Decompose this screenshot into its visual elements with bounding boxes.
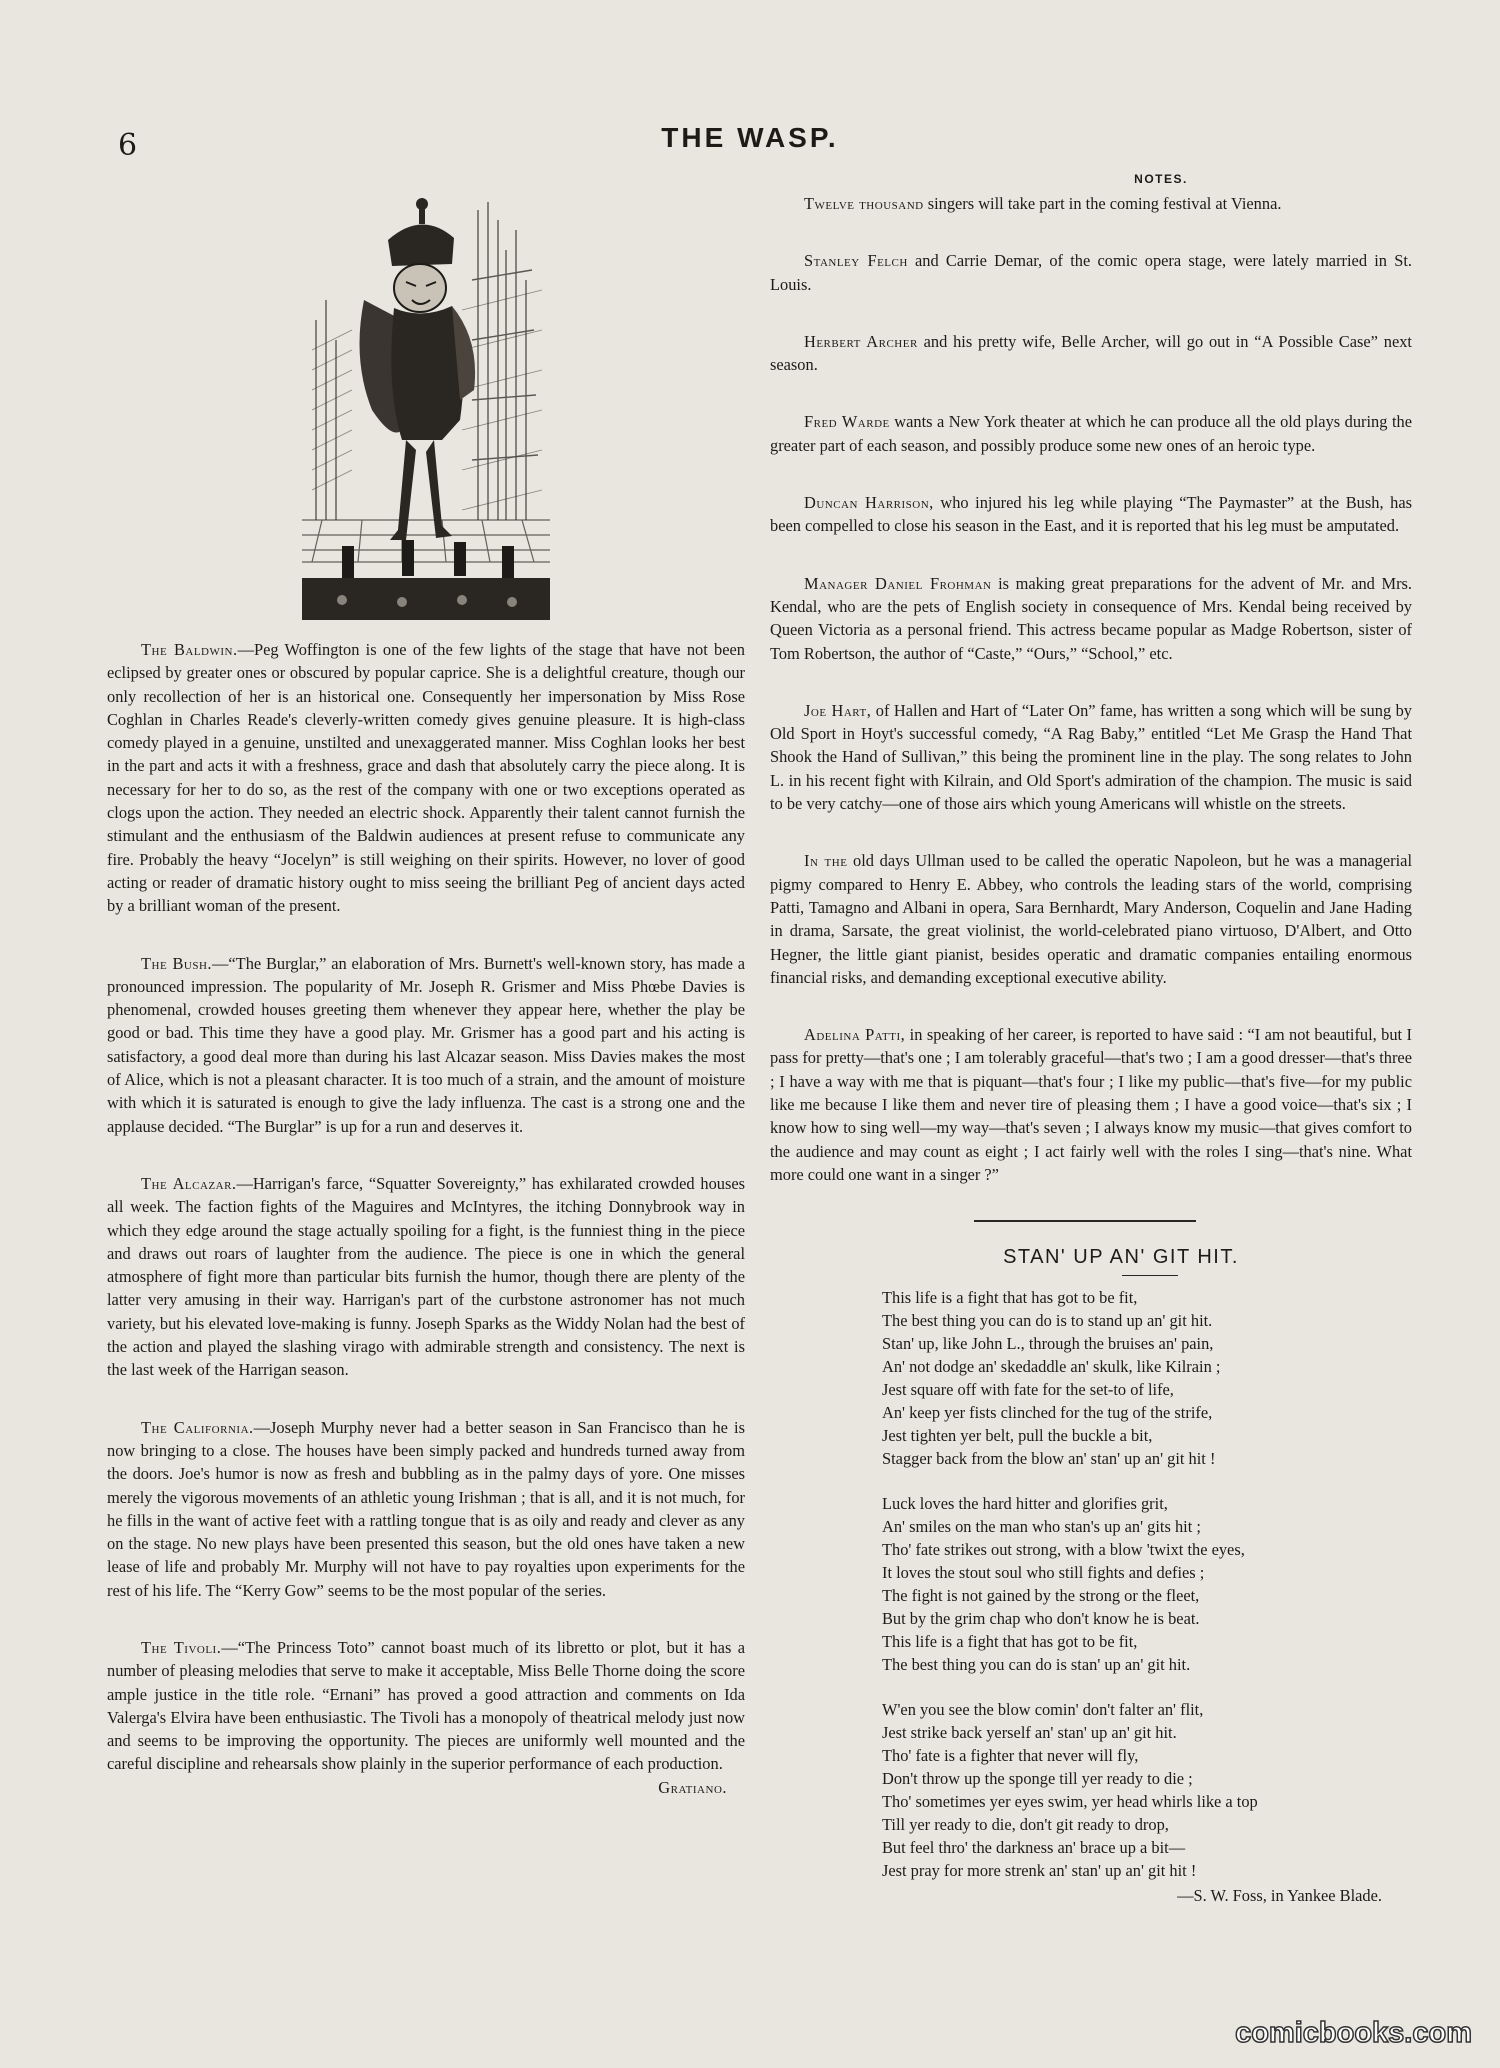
poem-line: Jest tighten yer belt, pull the buckle a bit,	[882, 1426, 1153, 1446]
poem-line: Stan' up, like John L., through the bruises an' pain,	[882, 1334, 1214, 1354]
poem-stanza	[882, 1698, 1412, 1882]
note-item	[770, 1023, 1412, 1186]
review-bush: The Bush.—“The Burglar,” an elaboration of Mrs. Burnett's well-known story, has made a pronounced impression. The popularity of Mr. Joseph R. Grismer and Miss Phœbe Davies is phenomenal, crowded houses greeting them whenever they appear here, whether the play be good or bad. This time they have a good play. Mr. Grismer has a good part and his acting is satisfactory, a good deal more than during his last Alcazar season. Miss Davies makes the most of Alice, which is not a pleasant character. It is too much of a strain, and the amount of moisture with which it is saturated is enough to give the lady influenza. The cast is a strong one and the applause decided. “The Burglar” is up for a run and deserves it.	[107, 953, 745, 1136]
poem-line: This life is a fight that has got to be fit,	[882, 1632, 1138, 1652]
poem-line: An' not dodge an' skedaddle an' skulk, like Kilrain ;	[882, 1357, 1221, 1377]
note-text: is making great preparations for the advent of Mr. and Mrs. Kendal, who are the pets of English society in consequence of Mrs. Kendal being received by Queen Victoria as a personal friend. This actress became popular as Madge Robertson, sister of Tom Robertson, the author of “Caste,” “Ours,” “School,” etc.	[770, 573, 1412, 663]
note-lead: Herbert Archer	[804, 331, 918, 351]
note-item	[770, 249, 1412, 296]
note-text: who injured his leg while playing “The Paymaster” at the Bush, has been compelled to close his season in the East, and it is reported that his leg must be amputated.	[770, 493, 1412, 536]
note-text: and Carrie Demar, of the comic opera stage, were lately married in St. Louis.	[770, 251, 1412, 294]
poem-stanza	[882, 1286, 1412, 1470]
note-text: wants a New York theater at which he can produce all the old plays during the greater part of each season, and possibly produce some new ones of an heroic type.	[770, 412, 1412, 455]
poem-line: Tho' fate is a fighter that never will fly,	[882, 1746, 1139, 1766]
poem-body	[882, 1286, 1412, 1882]
poem-line: Jest square off with fate for the set-to of life,	[882, 1380, 1174, 1400]
page-number: 6	[118, 128, 138, 163]
poem-line: But by the grim chap who don't know he is beat.	[882, 1609, 1200, 1629]
right-column	[770, 172, 1412, 1906]
poem-line: Don't throw up the sponge till yer ready to die ;	[882, 1769, 1193, 1789]
note-text: and his pretty wife, Belle Archer, will go out in “A Possible Case” next season.	[770, 331, 1412, 375]
note-text: singers will take part in the coming festival at Vienna.	[923, 194, 1282, 213]
poem-line: An' keep yer fists clinched for the tug of the strife,	[882, 1403, 1213, 1423]
note-item	[770, 572, 1412, 665]
review-baldwin: The Baldwin.—Peg Woffington is one of the few lights of the stage that have not been eclipsed by greater ones or obscured by popular caprice. She is a delightful creature, though our only recollection of her is an historical one. Consequently her impersonation by Miss Rose Coghlan in Charles Reade's cleverly-written comedy gives genuine pleasure. It is high-class comedy played in a genuine, unstilted and unexaggerated manner. Miss Coghlan looks her best in the part and acts it with a freshness, grace and dash that absolutely carry the piece along. It is necessary for her to do so, as the rest of the company with one or two exceptions operated as clogs upon the action. They needed an electric shock. Apparently their talent cannot furnish the stimulant and the enthusiasm of the Baldwin audiences at present refuse to communicate any fire. Probably the heavy “Jocelyn” is still weighing on their spirits. However, no lover of good acting or reader of dramatic history ought to miss seeing the brilliant Peg of ancient days acted by a brilliant woman of the present.	[107, 640, 745, 916]
poem-line: Jest strike back yerself an' stan' up an' git hit.	[882, 1723, 1177, 1743]
note-item	[770, 491, 1412, 538]
note-item	[770, 330, 1412, 377]
notes-heading: NOTES.	[1134, 172, 1188, 186]
note-lead: Duncan Harrison,	[804, 493, 934, 513]
poem-line: Tho' fate strikes out strong, with a blow 'twixt the eyes,	[882, 1540, 1245, 1560]
poem-line: Till yer ready to die, don't git ready to drop,	[882, 1815, 1169, 1835]
poem-line: Jest pray for more strenk an' stan' up an' git hit !	[882, 1861, 1197, 1881]
note-item	[770, 192, 1412, 215]
left-column	[107, 160, 745, 1810]
poem-line: The fight is not gained by the strong or the fleet,	[882, 1586, 1200, 1606]
note-item	[770, 699, 1412, 815]
title-underline	[1122, 1275, 1178, 1276]
masthead: THE WASP.	[661, 122, 839, 153]
poem-line: Luck loves the hard hitter and glorifies grit,	[882, 1494, 1168, 1514]
poem-stanza	[882, 1492, 1412, 1676]
poem-line: This life is a fight that has got to be fit,	[882, 1288, 1138, 1308]
review-alcazar: The Alcazar.—Harrigan's farce, “Squatter Sovereignty,” has exhilarated crowded houses all week. The faction fights of the Maguires and McIntyres, the itching Donnybrook way in which they edge around the stage actually spoiling for a fight, is the funniest thing in the piece and draws out roars of laughter from the audience. The piece is one in which the general atmosphere of fight more than particular bits furnish the humor, though there are plenty of the latter very amusing in their way. Harrigan's part of the curbstone astronomer has not much variety, but his elevated love-making is funny. Joseph Sparks as the Widdy Nolan had the best of the action and played the slashing virago with admirable strength and consistency. The next is the last week of the Harrigan season.	[107, 1173, 745, 1380]
note-text: of Hallen and Hart of “Later On” fame, has written a song which will be sung by Old Sport in Hoyt's successful comedy, “A Rag Baby,” entitled “Let Me Grasp the Hand That Shook the Hand of Sullivan,” this being the prominent line in the play. The song relates to John L. in his recent fight with Kilrain, and Old Sport's admiration of the champion. The music is said to be very catchy—one of those airs which young Americans will whistle on the streets.	[770, 700, 1412, 814]
note-lead: Joe Hart,	[804, 700, 872, 720]
note-lead: Stanley Felch	[804, 251, 908, 271]
note-text: in speaking of her career, is reported to have said : “I am not beautiful, but I pass for pretty—that's one ; I am tolerably graceful—that's two ; I am a good dresser—that's three ; I have a way with me that is piquant—that's four ; I like my public—that's five—for my public like me because I like them and never tire of pleasing them ; I have a good voice—that's six ; I know how to sing well—my way—that's seven ; I always know my music—that gives comfort to the audience and may count as eight ; I act fairly well with the roles I sing—that's nine. What more could one want in a singer ?”	[770, 1025, 1412, 1184]
watermark: comicbooks.com	[1235, 2017, 1472, 2049]
signature: Gratiano.	[658, 1777, 727, 1797]
poem-line: Stagger back from the blow an' stan' up an' git hit !	[882, 1449, 1216, 1469]
note-lead: Manager Daniel Frohman	[804, 573, 992, 593]
poem-line: An' smiles on the man who stan's up an' gits hit ;	[882, 1517, 1201, 1537]
poem-line: W'en you see the blow comin' don't falter an' flit,	[882, 1700, 1204, 1720]
note-item	[770, 410, 1412, 457]
poem-line: The best thing you can do is to stand up an' git hit.	[882, 1311, 1213, 1331]
poem-line: But feel thro' the darkness an' brace up a bit—	[882, 1838, 1186, 1858]
note-item	[770, 849, 1412, 989]
poem-title: STAN' UP AN' GIT HIT.	[1003, 1246, 1239, 1269]
poem-line: It loves the stout soul who still fights and defies ;	[882, 1563, 1205, 1583]
notes-list	[770, 192, 1412, 1186]
poem-credit: —S. W. Foss, in Yankee Blade.	[1177, 1886, 1382, 1906]
note-text: old days Ullman used to be called the operatic Napoleon, but he was a managerial pigmy compared to Henry E. Abbey, who controls the leading stars of the world, comprising Patti, Tamagno and Albani in opera, Sara Bernhardt, Mary Anderson, Coquelin and Jane Hading in drama, Sarsate, the great violinist, the world-celebrated piano virtuoso, D'Albert, and Otto Hegner, the little giant pianist, besides operatic and dramatic companies entailing enormous financial risks, and demanding exceptional executive ability.	[770, 851, 1412, 987]
note-lead: Adelina Patti,	[804, 1025, 906, 1045]
review-tivoli: The Tivoli.—“The Princess Toto” cannot boast much of its libretto or plot, but it has a number of pleasing melodies that serve to make it acceptable, Miss Belle Thorne doing the score ample justice in the title role. “Ernani” has proved a good attraction and comments on Ida Valerga's Elvira have been enthusiastic. The Tivoli has a monopoly of theatrical melody just now and seems to be improving the opportunity. The pieces are uniformly well mounted and the careful discipline and rehearsals show plainly in the superior performance of each production. Gratiano.	[107, 1636, 745, 1776]
review-california: The California.—Joseph Murphy never had a better season in San Francisco than he is now bringing to a close. The houses have been simply packed and hundreds turned away from the doors. Joe's humor is now as fresh and bubbling as in the palmy days of yore. One misses merely the vigorous movements of an athletic young Irishman ; that is all, and it is not much, for he fills in the want of active feet with a rattling tongue that is as oily and ready and clever as any on the stage. No new plays have been presented this season, but the old ones have taken a new lease of life and probably Mr. Murphy will not have to pay royalties upon experiments for the rest of his life. The “Kerry Gow” seems to be the most popular of the series.	[107, 1417, 745, 1600]
poem-line: Tho' sometimes yer eyes swim, yer head whirls like a top	[882, 1792, 1258, 1812]
note-lead: Fred Warde	[804, 412, 890, 432]
crowned-figure-engraving-icon	[302, 190, 550, 620]
divider-rule	[974, 1220, 1196, 1222]
note-lead: In the	[804, 851, 848, 871]
note-lead: Twelve thousand	[804, 194, 924, 213]
poem-line: The best thing you can do is stan' up an' git hit.	[882, 1655, 1191, 1675]
